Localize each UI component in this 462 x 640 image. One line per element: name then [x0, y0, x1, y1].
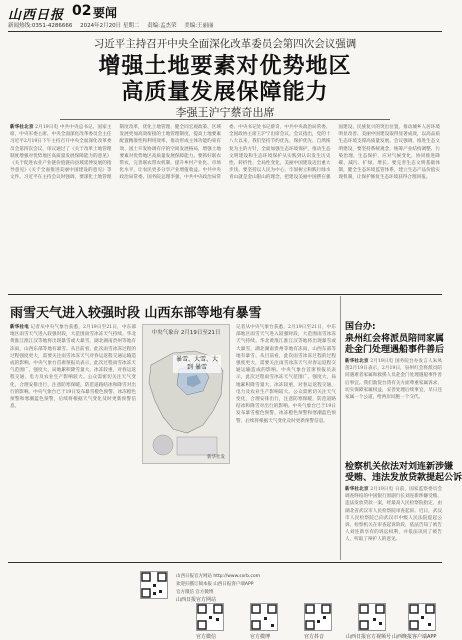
- designer: 美编:王丽丽: [184, 23, 214, 29]
- subhead-rule: [60, 119, 390, 120]
- side-story-2-dateline: 新华社北京: [345, 487, 369, 492]
- qr-code-video[interactable]: [358, 603, 386, 631]
- weather-forecast-map: [142, 324, 230, 464]
- qr-code-icon: [141, 572, 167, 598]
- qr-caption-douyin: 官方抖音: [304, 634, 325, 640]
- footer-rule: [8, 562, 442, 563]
- masthead-meta: [8, 21, 220, 29]
- qr-code-icon: [197, 604, 223, 630]
- qr-code-icon: [359, 604, 385, 630]
- top-rule: [8, 31, 442, 32]
- side-story-1-body: [345, 358, 442, 456]
- qr-code-icon: [409, 604, 435, 630]
- editor: 责编:孟杰荣: [147, 23, 177, 29]
- qr-caption-website: 山西日报官方网站: [176, 597, 217, 603]
- weather-body-text: 记者从中央气象台获悉，2月19日至21日，中东部地区雨雪天气进入较强时段，大范围雨雪冰冻天气持续。华北黄淮江淮江汉等地将出现暴雪或大暴雪，湖北湖南贵州等地有冻雨，山西东部等地有暴雪。从目前看，此次雨雪冰冻过程的过程强度更大，需要关注雨雪冰冻天气对春运返程交通运输造成的影响。中央气象台首席预报员表示，此次过程雨雪冰冻天气范围广、强度大，局地累积降雪量大，冰冻较重，对春运返程交通、电力及农业生产影响较大。公众需密切关注天气变化，合理安排出行，注意防寒保暖，防范道路结冰和降雪对出行的影响。中央气象台已于19日发布暴雪橙色预警、冰冻橙色预警和寒潮蓝色预警，后续将根据天气变化及时更新预警信息。: [10, 325, 136, 410]
- side-story-1-dateline: 新华社北京: [345, 359, 369, 364]
- side-story-2-headline-2: 受贿、违法发放贷款提起公诉: [345, 473, 462, 483]
- footer-address-2: 欢迎扫描订阅本报 山西日报客户端APP: [176, 582, 254, 587]
- qr-code-app[interactable]: [408, 603, 436, 631]
- column-divider: [340, 296, 341, 560]
- qr-caption-weibo: 官方微博: [250, 634, 271, 640]
- footer: [0, 565, 450, 640]
- lead-body-text: 2月19日电 中共中央总书记、国家主席、中央军委主席、中央全面深化改革委员会主任习近平2月19日下午主持召开中央全面深化改革委员会第四次会议，审议通过了《关于改革土地管理制度增强对优势地区高质量发展保障能力的意见》《关于促进农业产业链价值链向县域延伸发展的指导意见》《关于全面推进美丽中国建设的意见》等文件。习近平在主持会议时强调，要深化土地管理制度改革，优化土地管理，健全同宏观政策、区域发展更加高效衔接的土地管理制度，提高土地要素配置精准性和利用效率，推动形成主体功能约束有效、国土开发协调有序的空间发展格局，增强土地要素对优势地区高质量发展保障能力。要抓好联农带农，完善联农带农机制，提升乡村产业化、市场化水平，让农民更多分享产业增值收益。中共中央政治局常委、国务院总理李强，中共中央政治局常委、中央书记处书记蔡奇，中共中央政治局常委、全国政协主席王沪宁出席会议。会议指出，党的十八大以来，我们坚持节约优先、保护优先、自然恢复为主的方针，全面加强生态环境保护，推动生态文明建设和生态环境保护从实践到认识发生历史性、转折性、全局性变化，美丽中国建设迈出重大步伐。要坚持以人民为中心，牢固树立和践行绿水青山就是金山银山的理念，把建设美丽中国摆在强国建设、民族复兴的突出位置，推动城乡人居环境明显改善、美丽中国建设取得显著成效，以高品质生态环境支撑高质量发展。会议强调，推进生态文明建设，要坚持系统观念，统筹产业结构调整、污染治理、生态保护、应对气候变化，协同推进降碳、减污、扩绿、增长。要完善生态文明基础体制，健全生态环境监管体系，建立生态产品价值实现机制，让保护修复生态环境获得合理回报。: [10, 125, 440, 181]
- side-story-2-body: [345, 486, 442, 560]
- qr-code-icon: [305, 604, 331, 630]
- weather-body-continued: 记者从中央气象台获悉，2月19日至21日，中东部地区雨雪天气进入较强时段，大范围雨雪冰冻天气持续。华北黄淮江淮江汉等地将出现暴雪或大暴雪，湖北湖南贵州等地有冻雨，山西东部等地有暴雪。从目前看，此次雨雪冰冻过程的过程强度更大，需要关注雨雪冰冻天气对春运返程交通运输造成的影响。中央气象台首席预报员表示，此次过程雨雪冰冻天气范围广、强度大，局地累积降雪量大，冰冻较重，对春运返程交通、电力及农业生产影响较大。公众需密切关注天气变化，合理安排出行，注意防寒保暖，防范道路结冰和降雪对出行的影响。中央气象台已于19日发布暴雪橙色预警、冰冻橙色预警和寒潮蓝色预警，后续将根据天气变化及时更新预警信息。: [236, 325, 336, 424]
- footer-address-1: 山西日报官方网站 http://www.sxrb.com: [176, 574, 261, 579]
- weather-dateline: 新华社电: [10, 325, 30, 330]
- side-story-2-headline-1: 检察机关依法对刘连新涉嫌: [345, 462, 454, 472]
- weather-body-right: [236, 324, 336, 560]
- issue-date: 2024年2月20日 星期二: [80, 23, 140, 29]
- lead-headline-line-1: 增强土地要素对优势地区: [98, 54, 352, 79]
- lead-subhead: 李强王沪宁蔡奇出席: [175, 106, 275, 119]
- qr-code-wechat[interactable]: [196, 603, 224, 631]
- lead-body: [10, 124, 440, 290]
- qr-caption-app: 山西晚报客户端APP: [392, 634, 437, 640]
- mid-rule: [8, 294, 442, 295]
- lead-dateline: 新华社北京: [10, 125, 34, 130]
- section-name: 要闻: [93, 6, 118, 20]
- qr-code-icon: [251, 604, 277, 630]
- china-map-graphic: [143, 325, 231, 465]
- qr-code-website[interactable]: [140, 571, 168, 599]
- weather-body-left: [10, 324, 136, 560]
- news-hotline: 新闻热线:0351-4286666: [8, 23, 73, 29]
- page-number: 02: [72, 3, 92, 19]
- side-story-1-kicker: 国台办:: [345, 322, 376, 332]
- side-story-1-headline-2: 赴金门处理遇船事件善后: [345, 345, 445, 355]
- qr-code-douyin[interactable]: [304, 603, 332, 631]
- weather-map-label: 暴雪、大雪、大到 暴雪: [173, 355, 221, 373]
- qr-caption-wechat: 官方微信: [196, 634, 217, 640]
- weather-map-title: 中央气象台 2月19日至21日: [151, 330, 221, 336]
- side-story-1-headline-1: 泉州红会将派员陪同家属: [345, 334, 445, 344]
- qr-code-weibo[interactable]: [250, 603, 278, 631]
- newspaper-logo: 山西日报: [8, 8, 65, 23]
- side-story-1-text: 2月19日电 国务院台办发言人朱凤莲2月19日表示，2月19日，泉州红会将派员陪同遇难者家属和救援人员赴金门处理遇船事件善后事宜。我们敦促台湾有关方面尊重家属诉求，切实保障家属权益，妥善处理后续事宜，早日还家属一个公道，给两岸同胞一个交代。: [345, 359, 442, 401]
- masthead: [0, 0, 450, 32]
- lead-headline-line-2: 高质量发展保障能力: [121, 80, 329, 105]
- lead-kicker: 习近平主持召开中央全面深化改革委员会第四次会议强调: [93, 38, 357, 50]
- footer-address-3: 官方微信 官方微博: [176, 590, 214, 595]
- weather-map-credit: 新华社发: [207, 455, 225, 460]
- weather-headline: 雨雪天气进入较强时段 山西东部等地有暴雪: [10, 306, 262, 321]
- qr-caption-video: 山西日报官方视频号: [346, 634, 392, 640]
- side-story-2-text: 2月19日电 日前，国家监察委员会调查终结的中国银行原副行长刘连新涉嫌受贿、违法发放贷款一案，经最高人民检察院指定，由湖北省武汉市人民检察院审查起诉。近日，武汉市人民检察院已向武汉市中级人民法院提起公诉。检察机关在审查起诉阶段，依法告知了被告人刘连新享有的诉讼权利，并依法讯问了被告人，听取了辩护人的意见。: [345, 487, 442, 543]
